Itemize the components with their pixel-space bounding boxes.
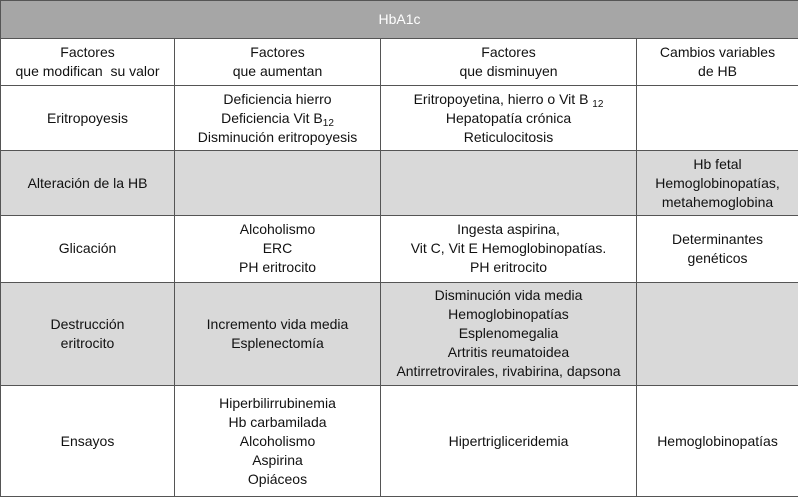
- header-factores-aumentan: [175, 38, 381, 86]
- cell-line: Determinantes: [671, 230, 764, 247]
- cell-cambios: [637, 216, 798, 282]
- cell-line: Hemoglobinopatías: [448, 306, 569, 323]
- cell-aumentan: [175, 386, 381, 497]
- cell-line: Alcoholismo: [239, 221, 316, 238]
- cell-line: Esplenectomía: [231, 334, 324, 351]
- cell-line: Ingesta aspirina,: [457, 221, 560, 238]
- cell-line: metahemoglobina: [661, 193, 774, 210]
- header-cambios-variables: [637, 38, 798, 86]
- table-row-glicacion: [1, 216, 798, 282]
- table-row-eritropoyesis: [1, 86, 798, 151]
- cell-line: Opiáceos: [247, 470, 308, 487]
- cell-disminuyen: [381, 282, 637, 386]
- cell-disminuyen: [381, 151, 637, 216]
- table-row-alteracion-hb: [1, 151, 798, 216]
- cell-line: Hb fetal: [693, 155, 742, 172]
- cell-aumentan: [175, 282, 381, 386]
- cell-factor: Ensayos: [1, 386, 175, 497]
- cell-line: ERC: [262, 240, 293, 257]
- header-factores-disminuyen: [381, 38, 637, 86]
- header-factores-modifican: [1, 38, 175, 86]
- cell-line: PH eritrocito: [238, 259, 317, 276]
- cell-line: Hiperbilirrubinemia: [219, 394, 336, 411]
- header-line: Factores: [481, 43, 536, 60]
- cell-line: Incremento vida media: [206, 315, 349, 332]
- cell-factor: Glicación: [1, 216, 175, 282]
- cell-line: eritrocito: [60, 334, 115, 351]
- cell-line: Alcoholismo: [239, 432, 316, 449]
- cell-line: Hepatopatía crónica: [445, 109, 572, 126]
- table-title: HbA1c: [1, 1, 798, 39]
- cell-disminuyen: [381, 216, 637, 282]
- cell-disminuyen: [381, 86, 637, 151]
- cell-disminuyen: [381, 386, 637, 497]
- header-line: de HB: [698, 62, 737, 79]
- cell-line: Vit C, Vit E Hemoglobinopatías.: [410, 240, 607, 257]
- cell-factor: [1, 282, 175, 386]
- cell-line: Disminución eritropoyesis: [197, 128, 358, 145]
- cell-line: genéticos: [687, 249, 748, 266]
- cell-aumentan: [175, 216, 381, 282]
- header-line: que aumentan: [232, 62, 323, 79]
- cell-aumentan: [175, 151, 381, 216]
- cell-line: Reticulocitosis: [463, 128, 554, 145]
- vit-b-label: Deficiencia Vit B: [221, 109, 323, 126]
- header-line: que modifican su valor: [15, 62, 160, 79]
- cell-factor: Alteración de la HB: [1, 151, 175, 216]
- subscript: 12: [592, 98, 604, 110]
- header-line: Factores: [250, 43, 305, 60]
- eritropoyetina-label: Eritropoyetina, hierro o Vit B: [413, 90, 593, 107]
- header-line: que disminuyen: [459, 62, 558, 79]
- cell-line: Hipertrigliceridemia: [448, 432, 569, 449]
- cell-line: PH eritrocito: [469, 259, 548, 276]
- cell-factor: Eritropoyesis: [1, 86, 175, 151]
- cell-line: Deficiencia hierro: [223, 90, 332, 107]
- header-line: Factores: [60, 43, 115, 60]
- cell-line: Hemoglobinopatías,: [655, 174, 780, 191]
- cell-line: Hemoglobinopatías: [657, 432, 778, 449]
- cell-line: Aspirina: [252, 451, 303, 468]
- cell-cambios: [637, 282, 798, 386]
- cell-line: Artritis reumatoidea: [447, 344, 570, 361]
- cell-line: Antirretrovirales, rivabirina, dapsona: [396, 363, 621, 380]
- cell-line: Destrucción: [50, 315, 125, 332]
- subscript: 12: [322, 117, 334, 129]
- cell-line: [385, 90, 632, 109]
- cell-cambios: [637, 86, 798, 151]
- title-row: [1, 1, 798, 39]
- cell-cambios: [637, 151, 798, 216]
- cell-line: Hb carbamilada: [228, 413, 327, 430]
- cell-line: Disminución vida media: [434, 287, 583, 304]
- table-row-ensayos: [1, 386, 798, 497]
- header-row: [1, 38, 798, 86]
- table-row-destruccion-eritrocito: [1, 282, 798, 386]
- cell-cambios: [637, 386, 798, 497]
- cell-line: [179, 109, 376, 128]
- cell-aumentan: [175, 86, 381, 151]
- header-line: Cambios variables: [659, 43, 776, 60]
- cell-line: Esplenomegalia: [458, 325, 559, 342]
